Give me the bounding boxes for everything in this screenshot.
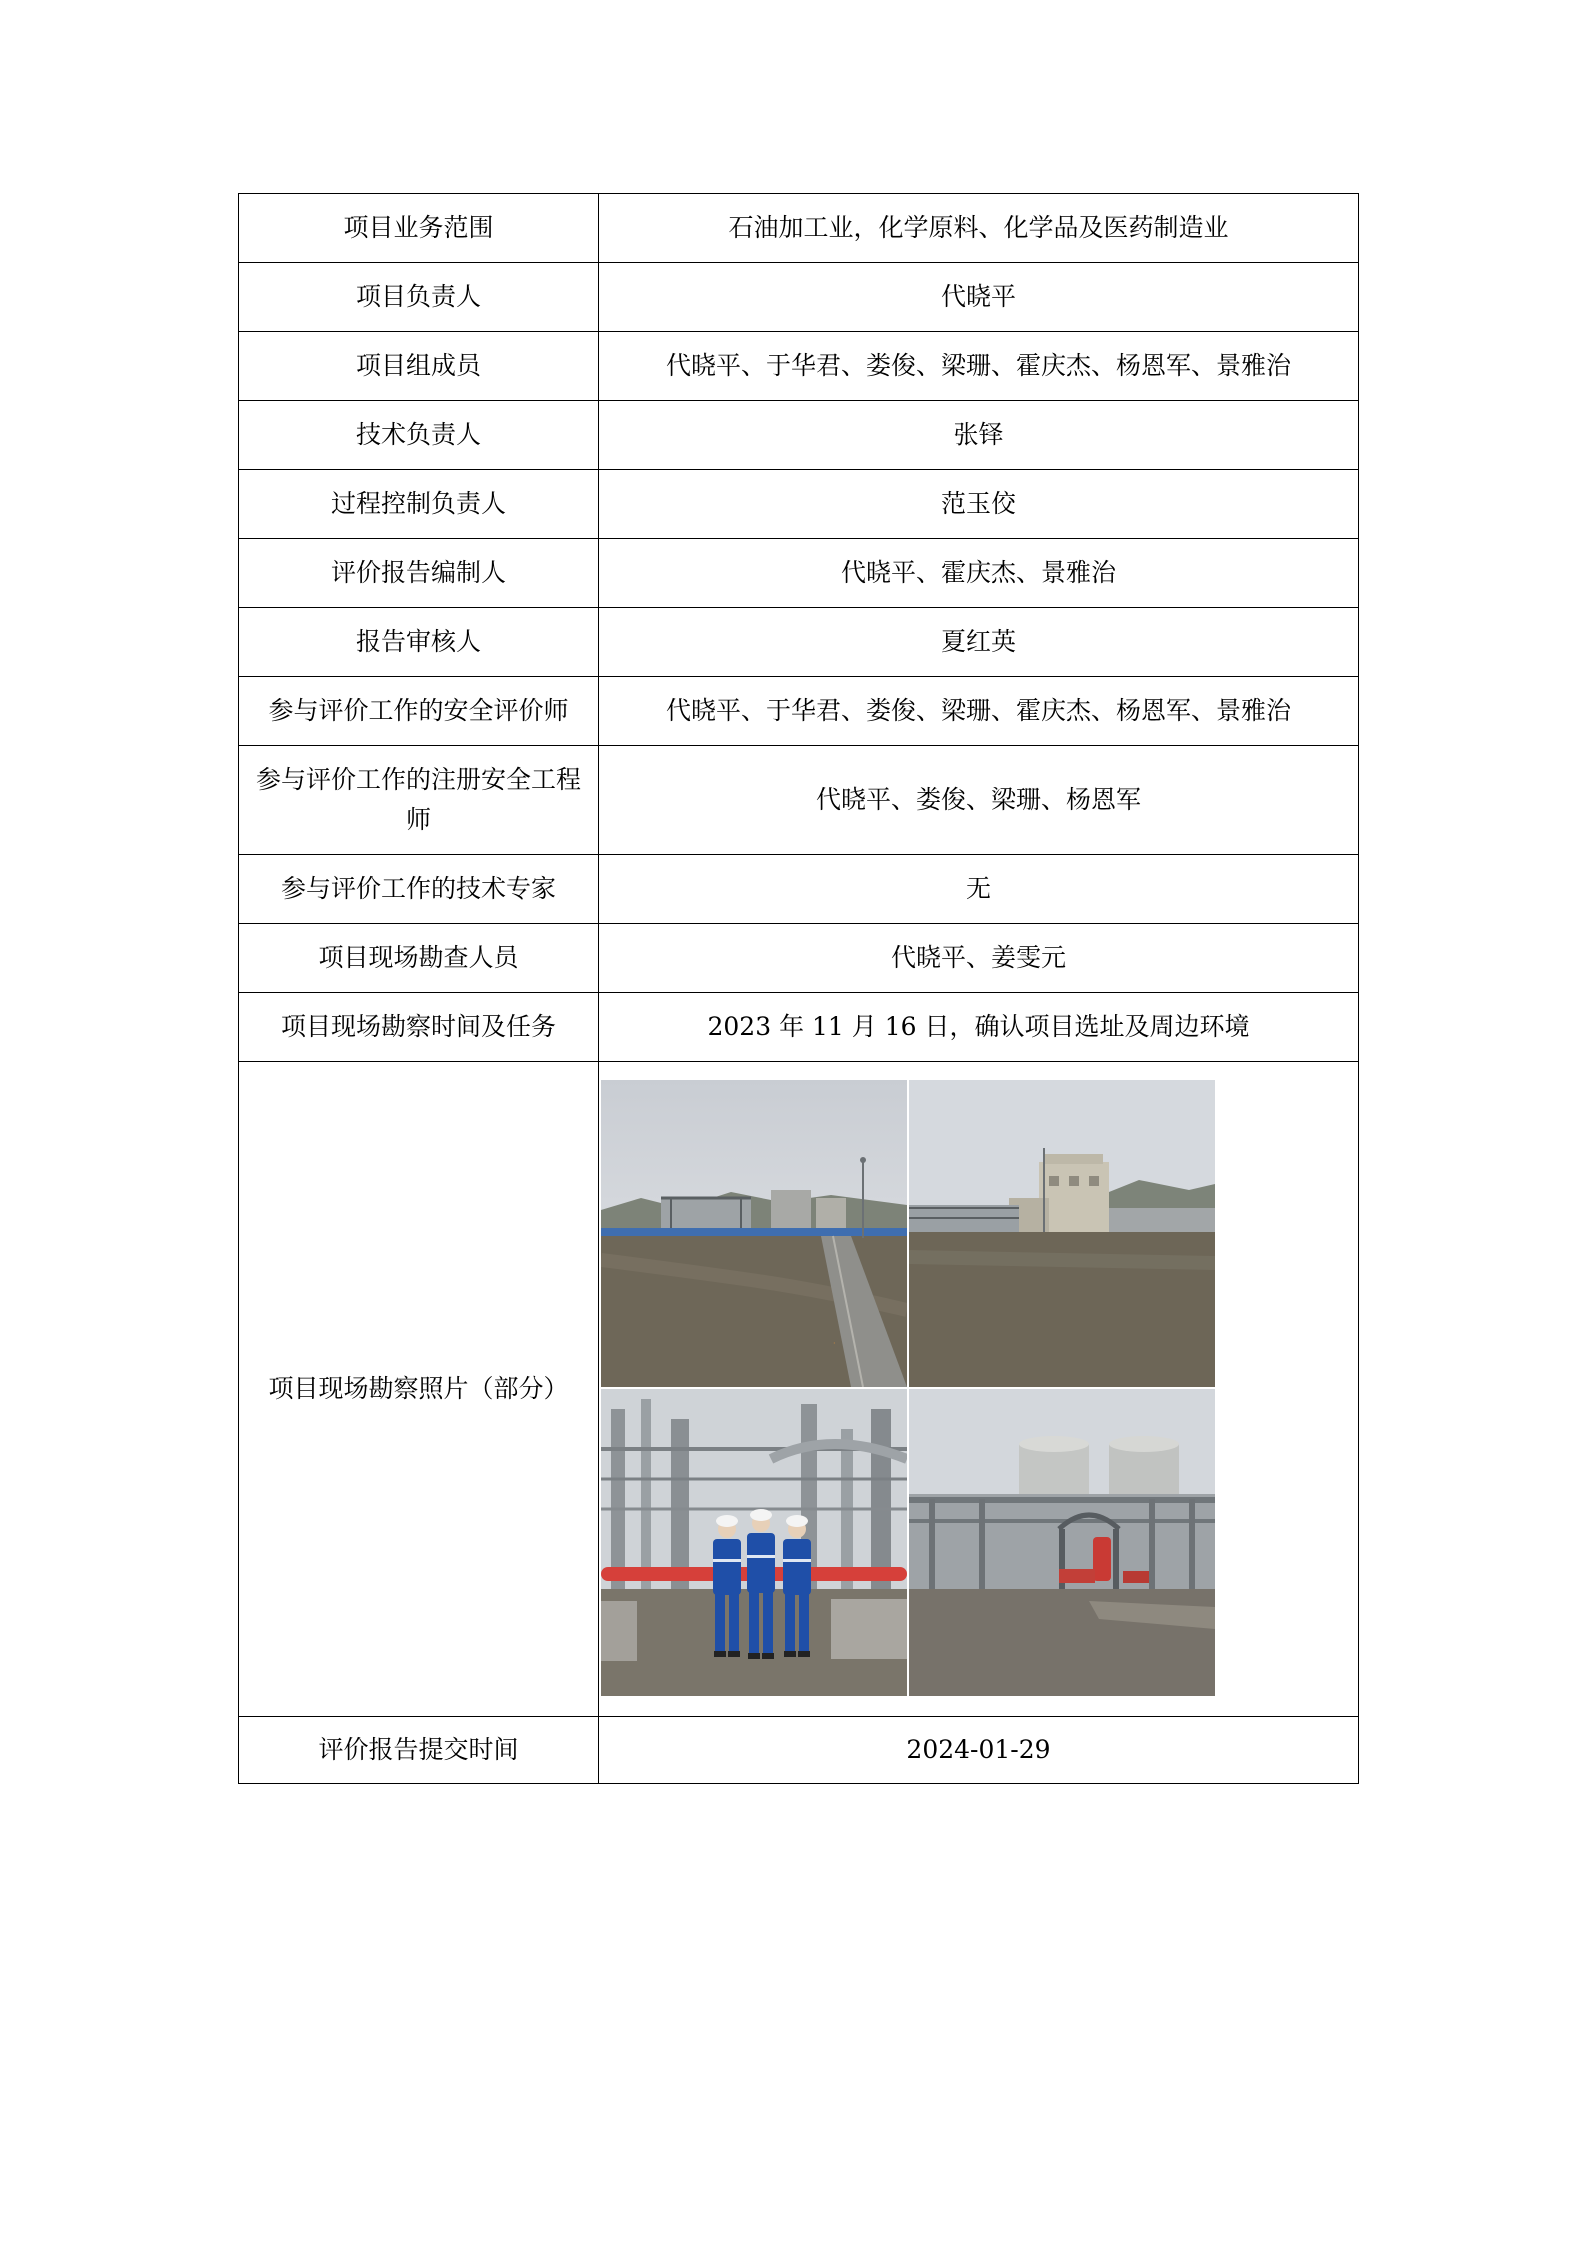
site-photo-tanks [909,1389,1215,1696]
row-label: 项目业务范围 [239,194,599,263]
site-photo-building [909,1080,1215,1387]
row-value: 无 [599,855,1359,924]
row-value: 代晓平、姜雯元 [599,924,1359,993]
row-value: 代晓平、于华君、娄俊、梁珊、霍庆杰、杨恩军、景雅治 [599,677,1359,746]
row-value: 2023 年 11 月 16 日，确认项目选址及周边环境 [599,993,1359,1062]
row-label: 项目负责人 [239,263,599,332]
table-row [239,1717,1359,1784]
row-label: 报告审核人 [239,608,599,677]
site-photos-grid [601,1080,1217,1698]
row-value: 张铎 [599,401,1359,470]
site-photos-cell [599,1062,1359,1717]
row-label: 项目组成员 [239,332,599,401]
row-value: 石油加工业，化学原料、化学品及医药制造业 [599,194,1359,263]
row-value: 夏红英 [599,608,1359,677]
svg-text:·: · [833,1339,836,1348]
table-row [239,608,1359,677]
table-row [239,855,1359,924]
row-label: 项目现场勘察时间及任务 [239,993,599,1062]
row-value: 代晓平、娄俊、梁珊、杨恩军 [599,746,1359,855]
table-row [239,993,1359,1062]
row-label: 参与评价工作的安全评价师 [239,677,599,746]
row-label: 过程控制负责人 [239,470,599,539]
table-row [239,924,1359,993]
table-row [239,332,1359,401]
row-label: 项目现场勘查人员 [239,924,599,993]
row-label: 技术负责人 [239,401,599,470]
row-value: 范玉佼 [599,470,1359,539]
row-value: 代晓平 [599,263,1359,332]
photo-row [239,1062,1359,1717]
table-row [239,263,1359,332]
table-row [239,470,1359,539]
table-row [239,677,1359,746]
row-label: 参与评价工作的注册安全工程师 [239,746,599,855]
site-photo-workers [601,1389,907,1696]
row-label: 参与评价工作的技术专家 [239,855,599,924]
row-label: 评价报告提交时间 [239,1717,599,1784]
document-page [238,193,1358,1784]
site-photo-field-road [601,1080,907,1387]
submit-date: 2024-01-29 [599,1717,1359,1784]
table-row [239,401,1359,470]
row-label: 评价报告编制人 [239,539,599,608]
table-row [239,539,1359,608]
table-row [239,746,1359,855]
project-info-table [238,193,1359,1784]
row-value: 代晓平、霍庆杰、景雅治 [599,539,1359,608]
row-label: 项目现场勘察照片（部分） [239,1062,599,1717]
row-value: 代晓平、于华君、娄俊、梁珊、霍庆杰、杨恩军、景雅治 [599,332,1359,401]
table-row [239,194,1359,263]
